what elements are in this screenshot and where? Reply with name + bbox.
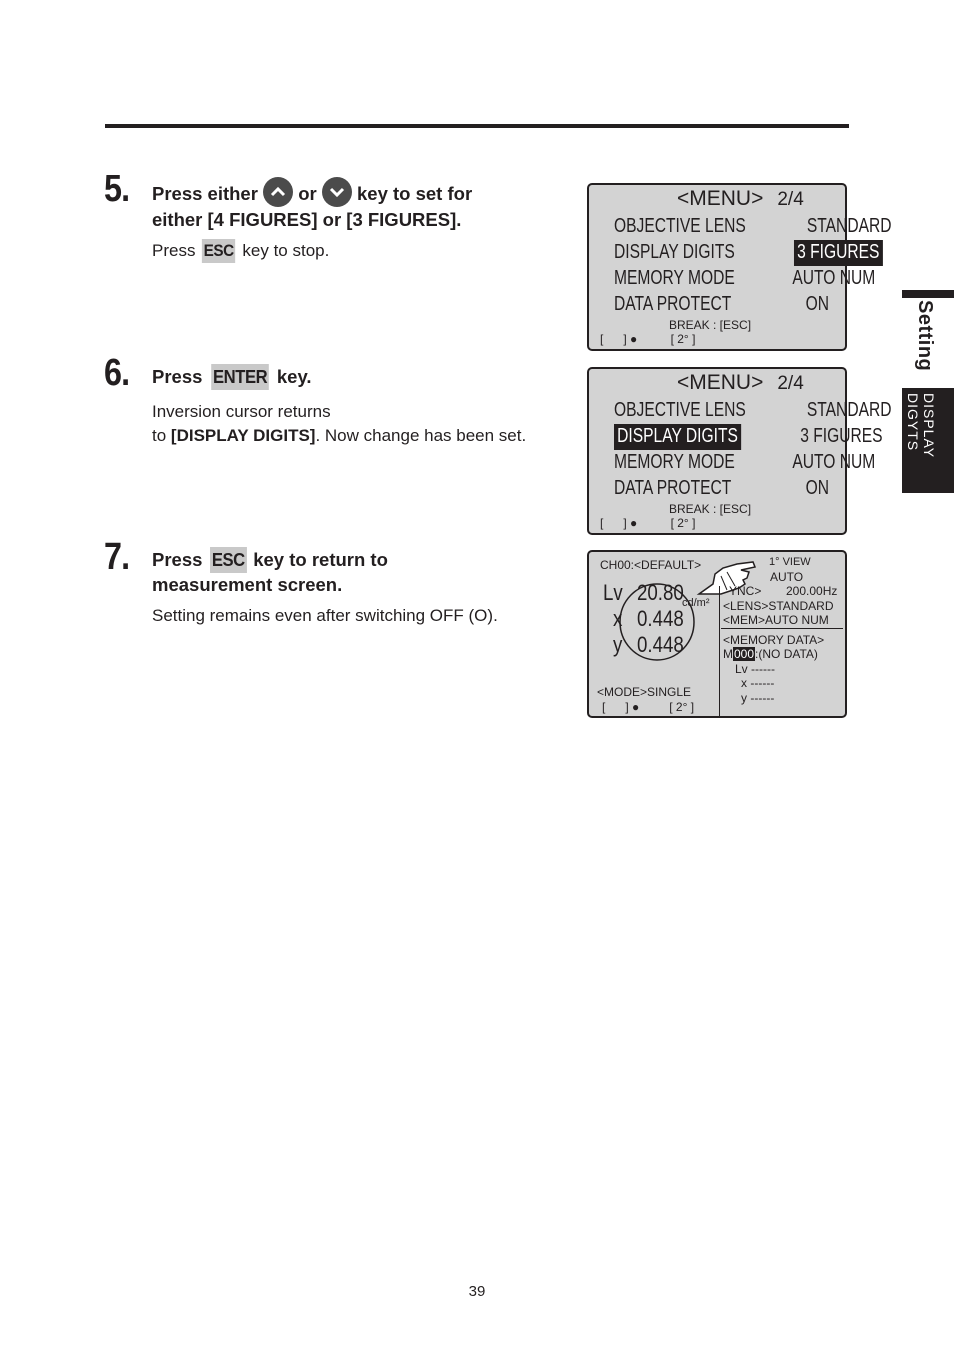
row-value: STANDARD	[806, 399, 892, 421]
side-section-line1: DISPLAY	[921, 393, 937, 459]
view-label: 1° VIEW	[769, 556, 811, 568]
cursor-circle	[619, 582, 695, 662]
row-label: DATA PROTECT	[614, 293, 732, 315]
menu-row-display-digits	[614, 240, 880, 266]
step-7-head-suffix: key to return to	[253, 549, 388, 570]
mode-label: <MODE>SINGLE	[597, 685, 692, 699]
row-label-selected: DISPLAY DIGITS	[614, 424, 741, 450]
menu-title-text: <MENU>	[677, 371, 764, 394]
y-label: y	[613, 632, 623, 657]
step-6-body-bold: [DISPLAY DIGITS]	[170, 426, 316, 445]
row-label: DISPLAY DIGITS	[614, 241, 735, 263]
esc-key-label: ESC	[210, 547, 246, 573]
step-7-head-prefix: Press	[152, 549, 203, 570]
step-number-5: 5.	[104, 168, 130, 210]
enter-key-label: ENTER	[211, 364, 269, 390]
y-value: 0.448	[637, 632, 684, 657]
memory-data-label: <MEMORY DATA>	[723, 633, 825, 647]
up-key-icon	[263, 177, 293, 207]
row-value: ON	[805, 477, 829, 499]
menu-page: 2/4	[777, 373, 804, 394]
down-key-icon	[322, 177, 352, 207]
step-6-head-suffix: key.	[276, 366, 312, 387]
menu-row-data-protect	[614, 292, 829, 318]
x-label: x	[613, 606, 623, 631]
lv-label: Lv	[603, 580, 623, 605]
sync-value: 200.00Hz	[786, 584, 838, 598]
status-line: [ ] ● [ 2° ]	[600, 332, 696, 346]
menu-row-data-protect	[614, 476, 829, 502]
unit-label: cd/m²	[682, 597, 710, 609]
menu-page: 2/4	[777, 189, 804, 210]
menu-row-memory-mode	[614, 450, 876, 476]
menu-screen-2	[587, 367, 892, 535]
memory-lv: Lv ------	[735, 662, 775, 676]
mem-label: <MEM>AUTO NUM	[723, 613, 829, 627]
row-value: 3 FIGURES	[800, 425, 883, 447]
step-number-7: 7.	[104, 536, 130, 578]
row-value-selected: 3 FIGURES	[794, 240, 883, 266]
step-6-body-line1: Inversion cursor returns	[152, 402, 331, 421]
menu-row-memory-mode	[614, 266, 876, 292]
divider-vertical	[719, 586, 720, 718]
memory-x: x ------	[741, 676, 775, 690]
step-5-body-suffix: key to stop.	[242, 241, 330, 260]
step-5-heading-line2: either [4 FIGURES] or [3 FIGURES].	[152, 209, 462, 230]
step-5-head-prefix: Press either	[152, 182, 258, 204]
top-rule	[105, 124, 849, 128]
step-7-heading	[152, 547, 388, 573]
auto-label: AUTO	[770, 570, 804, 584]
row-label: MEMORY MODE	[614, 451, 735, 473]
memory-number-selected: 000	[734, 647, 755, 661]
side-setting-label: Setting	[914, 300, 936, 372]
side-section-line2: DIGYTS	[905, 393, 921, 452]
step-5-heading	[152, 180, 472, 210]
step-6-body-line2	[152, 424, 526, 448]
row-label: OBJECTIVE LENS	[614, 215, 746, 237]
step-7-heading-line2: measurement screen.	[152, 574, 343, 595]
step-6-body-suffix: . Now change has been set.	[315, 426, 527, 445]
channel-label: CH00:<DEFAULT>	[600, 558, 702, 572]
row-label: DATA PROTECT	[614, 477, 732, 499]
row-value: ON	[805, 293, 829, 315]
row-value: AUTO NUM	[792, 451, 876, 473]
step-6-heading	[152, 364, 312, 390]
row-value: AUTO NUM	[792, 267, 876, 289]
memory-number	[723, 647, 818, 661]
menu-screen-1	[587, 183, 892, 351]
memory-y: y ------	[741, 691, 775, 705]
x-value: 0.448	[637, 606, 684, 631]
menu-row-display-digits	[614, 424, 883, 450]
step-6-head-prefix: Press	[152, 366, 203, 387]
step-number-6: 6.	[104, 352, 130, 394]
measurement-screen	[587, 550, 847, 718]
divider-horizontal	[721, 628, 843, 629]
row-label: OBJECTIVE LENS	[614, 399, 746, 421]
row-label: MEMORY MODE	[614, 267, 735, 289]
menu-row-objective-lens	[614, 398, 892, 424]
step-7-body: Setting remains even after switching OFF (O).	[152, 606, 498, 625]
menu-title-text: <MENU>	[677, 187, 764, 210]
lv-value: 20.80	[637, 580, 684, 605]
page-number: 39	[468, 1283, 486, 1300]
menu-title	[677, 371, 804, 395]
menu-title	[677, 187, 804, 211]
row-value: STANDARD	[806, 215, 892, 237]
side-section-label	[905, 393, 937, 458]
step-5-body-prefix: Press	[152, 241, 196, 260]
step-5-head-suffix: key to set for	[357, 182, 473, 204]
break-hint: BREAK : [ESC]	[669, 502, 752, 516]
status-line: [ ] ● [ 2° ]	[600, 516, 696, 530]
memory-m: M	[723, 647, 733, 661]
sync-label: YNC>	[729, 584, 762, 598]
step-6-body-prefix: to	[152, 426, 167, 445]
menu-row-objective-lens	[614, 214, 892, 240]
status-line: [ ] ● [ 2° ]	[602, 700, 695, 714]
break-hint: BREAK : [ESC]	[669, 318, 752, 332]
step-5-head-or: or	[298, 182, 317, 204]
step-5-body	[152, 239, 329, 263]
memory-nodata: :(NO DATA)	[755, 647, 818, 661]
esc-key-label: ESC	[202, 239, 236, 263]
side-tab-bar	[902, 290, 954, 298]
lens-label: <LENS>STANDARD	[723, 599, 834, 613]
